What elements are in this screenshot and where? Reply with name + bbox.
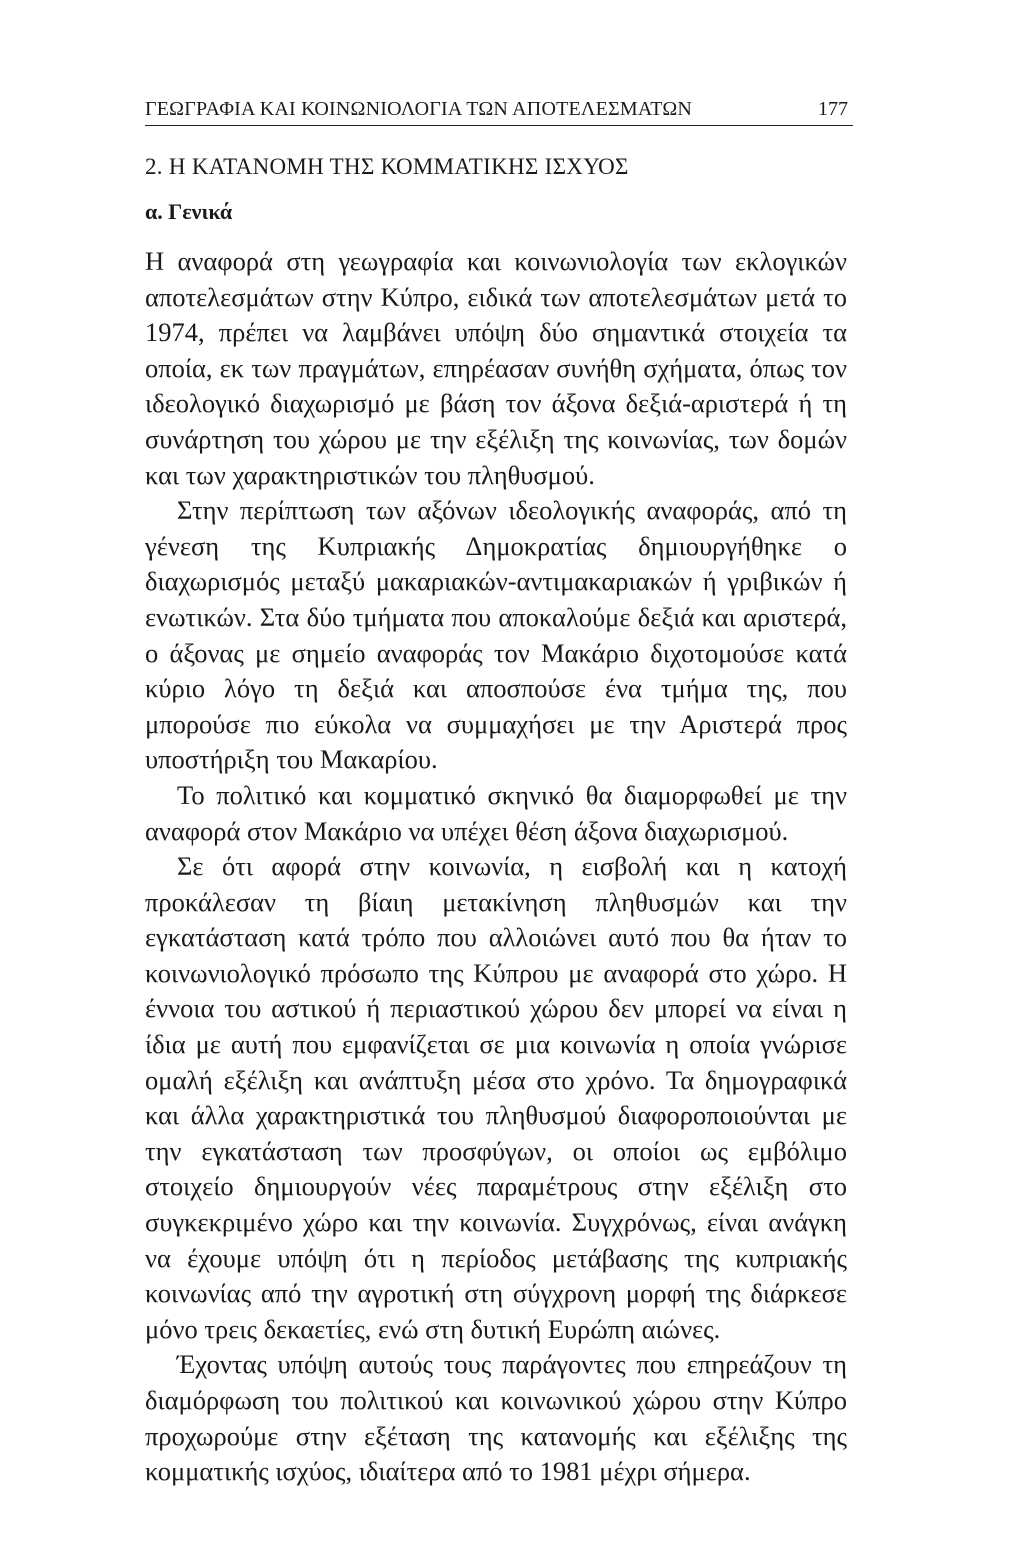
paragraph: Στην περίπτωση των αξόνων ιδεολογικής αναφοράς, από τη γένεση της Κυπριακής Δημοκρατίας δημιουργήθηκε ο διαχωρισμός μεταξύ μακαριακών-αντιμακαριακών ή γριβικών ή ενωτικών. Στα δύο τμήματα που αποκαλούμε δεξιά και αριστερά, ο άξονας με σημείο αναφοράς τον Μακάριο διχοτομούσε κατά κύριο λόγο τη δεξιά και αποσπούσε ένα τμήμα της, που μπορούσε πιο εύκολα να συμμαχήσει με την Αριστερά προς υποστήριξη του Μακαρίου. bbox=[145, 495, 847, 775]
running-header bbox=[145, 97, 853, 126]
section-heading: 2. Η ΚΑΤΑΝΟΜΗ ΤΗΣ ΚΟΜΜΑΤΙΚΗΣ ΙΣΧΥΟΣ bbox=[145, 154, 629, 179]
subsection-heading: α. Γενικά bbox=[145, 199, 233, 224]
paragraph: Σε ότι αφορά στην κοινωνία, η εισβολή και η κατοχή προκάλεσαν τη βίαιη μετακίνηση πληθυσμών και την εγκατάσταση κατά τρόπο που αλλοιώνει αυτό που θα ήταν το κοινωνιολογικό πρόσωπο της Κύπρου με αναφορά στο χώρο. Η έννοια του αστικού ή περιαστικού χώρου δεν μπορεί να είναι η ίδια με αυτή που εμφανίζεται σε μια κοινωνία η οποία γνώρισε ομαλή εξέλιξη και ανάπτυξη μέσα στο χρόνο. Τα δημογραφικά και άλλα χαρακτηριστικά του πληθυσμού διαφοροποιούνται με την εγκατάσταση των προσφύγων, οι οποίοι ως εμβόλιμο στοιχείο δημιουργούν νέες παραμέτρους στην εξέλιξη στο συγκεκριμένο χώρο και την κοινωνία. Συγχρόνως, είναι ανάγκη να έχουμε υπόψη ότι η περίοδος μετάβασης της κυπριακής κοινωνίας από την αγροτική στη σύγχρονη μορφή της διάρκεσε μόνο τρεις δεκαετίες, ενώ στη δυτική Ευρώπη αιώνες. bbox=[145, 851, 847, 1344]
page-number: 177 bbox=[818, 98, 848, 120]
paragraph: Έχοντας υπόψη αυτούς τους παράγοντες που επηρεάζουν τη διαμόρφωση του πολιτικού και κοινωνικού χώρου στην Κύπρο προχωρούμε στην εξέταση της κατανομής και εξέλιξης της κομματικής ισχύος, ιδιαίτερα από το 1981 μέχρι σήμερα. bbox=[145, 1349, 847, 1487]
running-header-title: ΓΕΩΓΡΑΦΙΑ ΚΑΙ ΚΟΙΝΩΝΙΟΛΟΓΙΑ ΤΩΝ ΑΠΟΤΕΛΕΣΜΑΤΩΝ bbox=[145, 98, 693, 120]
paragraph: Το πολιτικό και κομματικό σκηνικό θα διαμορφωθεί με την αναφορά στον Μακάριο να υπέχει θέση άξονα διαχωρισμού. bbox=[145, 779, 847, 846]
paragraph: Η αναφορά στη γεωγραφία και κοινωνιολογία των εκλογικών αποτελεσμάτων στην Κύπρο, ειδικά των αποτελεσμάτων μετά το 1974, πρέπει να λαμβάνει υπόψη δύο σημαντικά στοιχεία τα οποία, εκ των πραγμάτων, επηρέασαν συνήθη σχήματα, όπως τον ιδεολογικό διαχωρισμό με βάση τον άξονα δεξιά-αριστερά ή τη συνάρτηση του χώρου με την εξέλιξη της κοινωνίας, των δομών και των χαρακτηριστικών του πληθυσμού. bbox=[145, 246, 847, 490]
body-text bbox=[145, 244, 847, 1490]
